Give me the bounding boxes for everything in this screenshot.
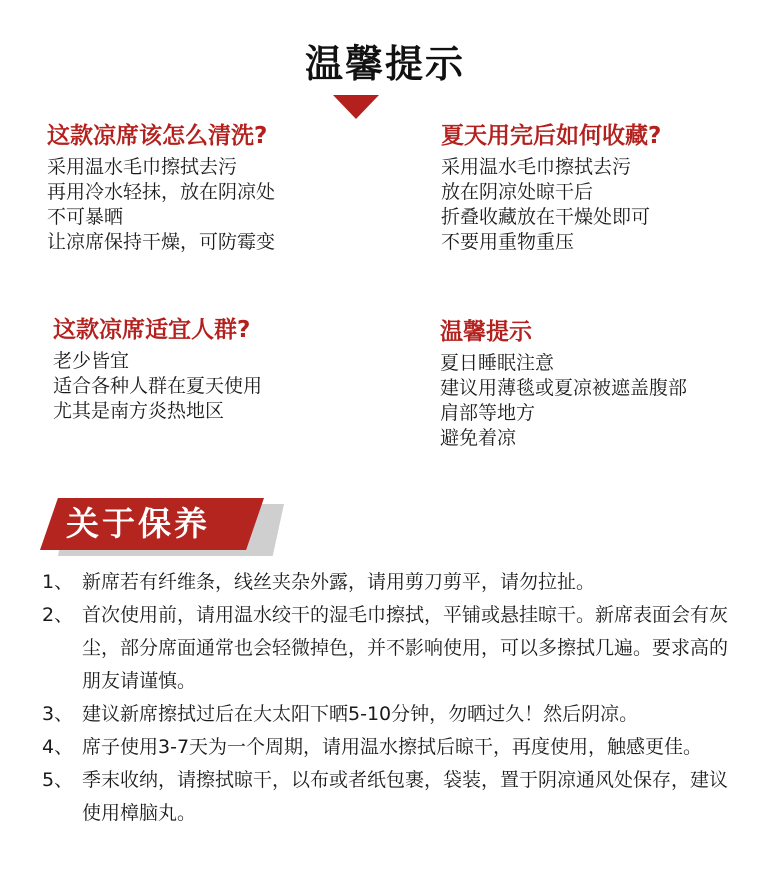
tip-suitable (53, 315, 262, 424)
care-item-number: 1、 (42, 571, 74, 593)
care-item (42, 764, 742, 830)
care-item (42, 599, 742, 698)
care-item-text: 新席若有纤维条，线丝夹杂外露，请用剪刀剪平，请勿拉扯。 (82, 571, 596, 593)
tip-line: 采用温水毛巾擦拭去污 (441, 156, 632, 178)
tip-cleaning (47, 121, 275, 255)
page-title: 温馨提示 (304, 42, 465, 86)
tip-line: 适合各种人群在夏天使用 (53, 375, 263, 397)
tip-line: 不要用重物重压 (441, 231, 575, 253)
care-item (42, 731, 742, 764)
tip-heading: 这款凉席该怎么清洗? (47, 123, 268, 149)
care-item (42, 566, 742, 599)
tip-line: 折叠收藏放在干燥处即可 (441, 206, 651, 228)
care-item-number: 5、 (42, 769, 74, 791)
tip-line: 让凉席保持干燥，可防霉变 (47, 231, 276, 253)
care-item-text: 席子使用3-7天为一个周期，请用温水擦拭后晾干，再度使用，触感更佳。 (82, 736, 703, 758)
care-banner-title: 关于保养 (66, 504, 210, 543)
care-banner (40, 498, 286, 554)
tip-line: 采用温水毛巾擦拭去污 (47, 156, 238, 178)
tip-line: 放在阴凉处晾干后 (441, 181, 594, 203)
care-item-number: 2、 (42, 604, 74, 626)
care-item-text: 首次使用前，请用温水绞干的湿毛巾擦拭，平铺或悬挂晾干。新席表面会有灰尘，部分席面通常也会轻微掉色，并不影响使用，可以多擦拭几遍。要求高的朋友请谨慎。 (82, 604, 729, 692)
tip-reminder (440, 317, 687, 451)
care-item (42, 698, 742, 731)
tip-line: 夏日睡眠注意 (440, 352, 555, 374)
tip-heading: 夏天用完后如何收藏? (441, 123, 662, 149)
title-arrow-icon (333, 95, 379, 119)
care-list (42, 566, 742, 830)
tip-line: 肩部等地方 (440, 402, 536, 424)
tip-line: 尤其是南方炎热地区 (53, 400, 225, 422)
care-item-text: 建议新席擦拭过后在大太阳下晒5-10分钟，勿晒过久！然后阴凉。 (82, 703, 639, 725)
care-item-number: 4、 (42, 736, 74, 758)
tip-line: 不可暴晒 (47, 206, 124, 228)
tip-heading: 这款凉席适宜人群? (53, 317, 251, 343)
tip-line: 避免着凉 (440, 427, 517, 449)
tip-line: 建议用薄毯或夏凉被遮盖腹部 (440, 377, 688, 399)
care-item-number: 3、 (42, 703, 74, 725)
tip-line: 老少皆宜 (53, 350, 130, 372)
tip-storage (441, 121, 661, 255)
tip-line: 再用冷水轻抹，放在阴凉处 (47, 181, 276, 203)
care-item-text: 季末收纳，请擦拭晾干，以布或者纸包裹，袋装，置于阴凉通风处保存，建议使用樟脑丸。 (82, 769, 729, 824)
tip-heading: 温馨提示 (440, 319, 532, 345)
